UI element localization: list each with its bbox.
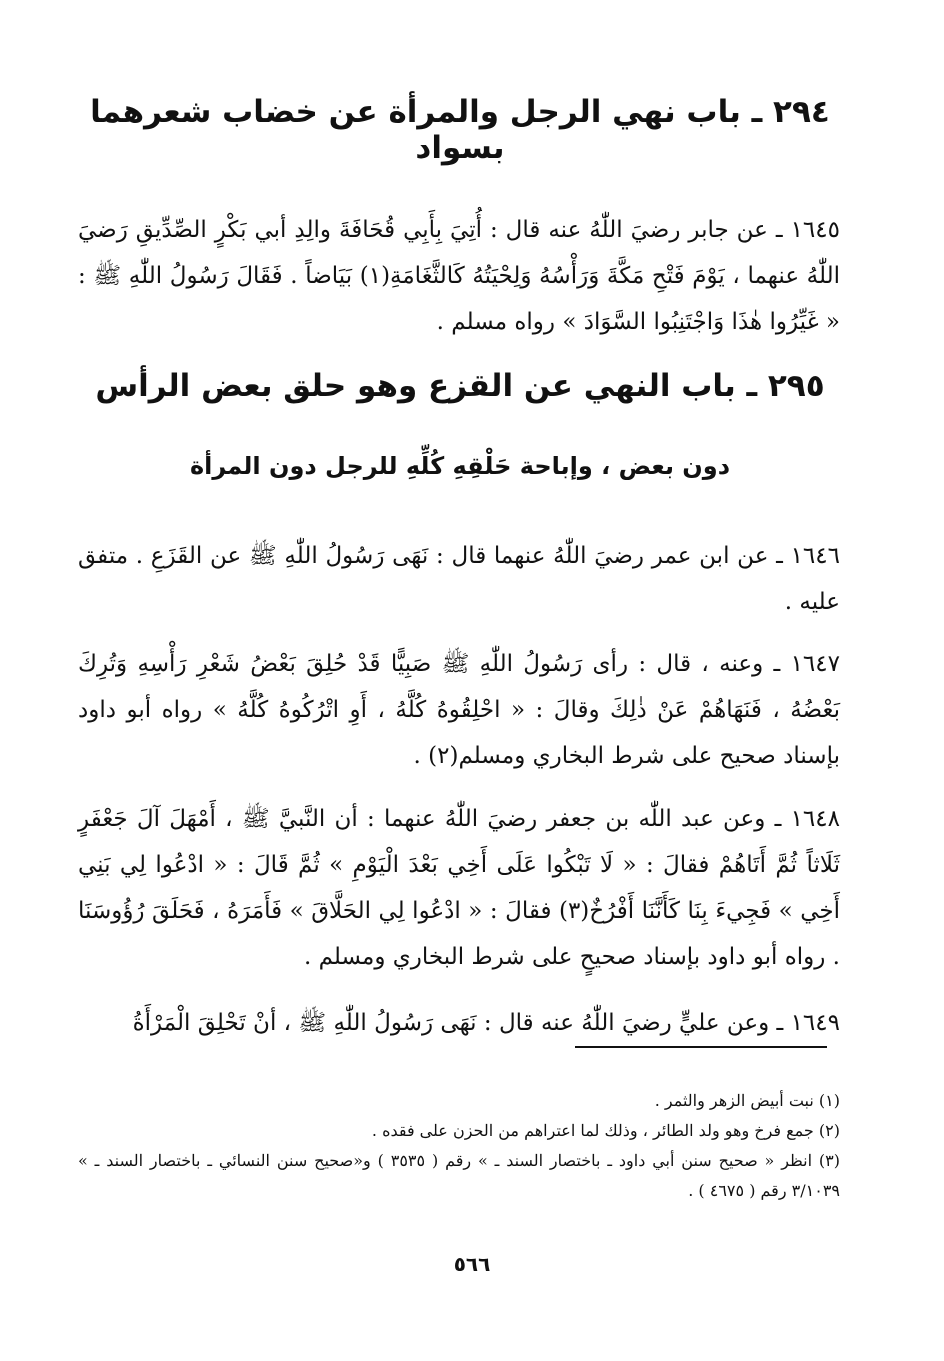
hadith-1647: ١٦٤٧ ـ وعنه ، قال : رأى رَسُولُ اللّٰهِ ﷺ صَبِيًّا قَدْ حُلِقَ بَعْضُ شَعْرِ رَأْسِهِ وَتُرِكَ بَعْضُهُ ، فَنَهَاهُمْ عَنْ ذٰلِكَ وقالَ : « احْلِقُوهُ كُلَّهُ ، أَوِ اتْرُكُوهُ كُلَّهُ » رواه أبو داود بإسناد صحيح على شرط البخاري ومسلم(٢) . — [78, 651, 840, 769]
chapter-294-title: ٢٩٤ ـ باب نهي الرجل والمرأة عن خضاب شعرهما بسواد — [90, 94, 830, 166]
footnote-1: (١) نبت أبيض الزهر والثمر . — [654, 1091, 840, 1110]
footnote-3: (٣) انظر « صحيح سنن أبي داود ـ باختصار السند ـ » رقم ( ٣٥٣٥ ) و«صحيح سنن النسائي ـ باختصار السند ـ » ٣/١٠٣٩ رقم ( ٤٦٧٥ ) . — [78, 1151, 841, 1200]
hadith-1648: ١٦٤٨ ـ وعن عبد اللّٰه بن جعفر رضيَ اللّٰهُ عنهما : أن النَّبيَّ ﷺ ، أَمْهَلَ آلَ جَعْفَرٍ ثَلَاثاً ثُمَّ أَتَاهُمْ فقالَ : « لَا تَبْكُوا عَلَى أَخِي بَعْدَ الْيَوْمِ » ثُمَّ قَالَ : « ادْعُوا لِي بَنِي أَخِي » فَجِيءَ بِنَا كَأَنَّنَا أَفْرُخٌ(٣) فقالَ : « ادْعُوا لِي الحَلَّاقَ » فَأَمَرَهُ ، فَحَلَقَ رُؤُوسَنَا . رواه أبو داود بإسناد صحيحٍ على شرط البخاري ومسلم . — [78, 806, 840, 970]
chapter-295-subtitle: دون بعض ، وإباحة حَلْقِهِ كُلِّهِ للرجل دون المرأة — [189, 452, 731, 480]
hadith-1649: ١٦٤٩ ـ وعن عليٍّ رضيَ اللّٰهُ عنه قال : نَهَى رَسُولُ اللّٰهِ ﷺ ، أنْ تَحْلِقَ الْمَرْأَةُ — [132, 1010, 840, 1036]
footnotes — [78, 1086, 840, 1206]
hadith-1646: ١٦٤٦ ـ عن ابن عمر رضيَ اللّٰهُ عنهما قال : نَهَى رَسُولُ اللّٰهِ ﷺ عن القَزَعِ . متفق عليه . — [78, 543, 840, 615]
footnote-divider — [575, 1046, 827, 1048]
hadith-1645: ١٦٤٥ ـ عن جابر رضيَ اللّٰهُ عنه قال : أُتِيَ بِأَبِي قُحَافَةَ والِدِ أبي بَكْرٍ الصِّدِّيقِ رَضيَ اللّٰهُ عنهما ، يَوْمَ فَتْحِ مَكَّةَ وَرَأْسُهُ وَلِحْيَتُهُ كَالثَّغَامَةِ(١) بَيَاضاً . فَقَالَ رَسُولُ اللّٰهِ ﷺ : « غَيِّرُوا هٰذَا وَاجْتَنِبُوا السَّوَادَ » رواه مسلم . — [78, 217, 841, 335]
footnote-2: (٢) جمع فرخ وهو ولد الطائر ، وذلك لما اعتراهم من الحزن على فقده . — [371, 1121, 840, 1140]
page-number: ٥٦٦ — [453, 1252, 491, 1276]
chapter-295-title: ٢٩٥ ـ باب النهي عن القزع وهو حلق بعض الرأس — [95, 368, 825, 404]
